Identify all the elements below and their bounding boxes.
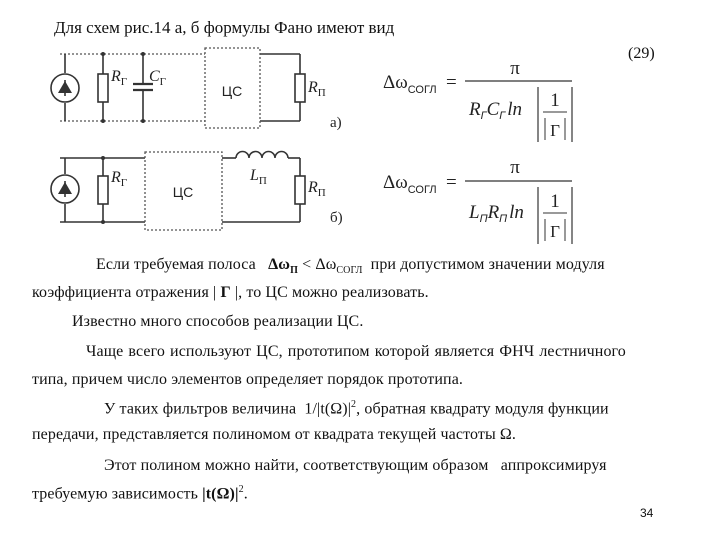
label-rp: $R_П$ xyxy=(308,79,326,99)
resistor-icon xyxy=(98,74,108,102)
formula-b-gamma: Г xyxy=(550,222,560,241)
formula-a xyxy=(383,58,572,142)
circuit-b xyxy=(51,152,343,231)
paragraph-5-line-1: Этот полином можно найти, соответствующим образом аппроксимируя xyxy=(104,457,607,474)
resistor-icon xyxy=(295,74,305,102)
formula-a-lhs: $\Delta\omega_{СОГЛ}$ xyxy=(383,72,437,96)
paragraph-4-line-2: передачи, представляется полиномом от квадрата текущей частоты Ω. xyxy=(32,426,516,443)
formula-a-gamma: Г xyxy=(550,121,560,140)
formula-b-one: 1 xyxy=(550,191,560,212)
paragraph-1-line-2: коэффициента отражения | Г |, то ЦС можно реализовать. xyxy=(32,284,429,301)
label-rg: $R_Г$ xyxy=(111,169,128,189)
formula-a-numerator: π xyxy=(510,58,520,79)
heading: Для схем рис.14 а, б формулы Фано имеют вид xyxy=(54,18,395,37)
paragraph-4-line-1: У таких фильтров величина $1/|t(\Omega)|^2$, обратная квадрату модуля функции xyxy=(104,399,609,418)
label-cg: $C_Г$ xyxy=(149,68,167,88)
formula-a-denominator: $R_ГC_Г$ ln xyxy=(469,99,523,122)
label-rp: $R_П$ xyxy=(308,179,326,199)
page-number: 34 xyxy=(640,506,654,520)
label-rg: $R_Г$ xyxy=(111,68,128,88)
caption-a: а) xyxy=(330,115,342,131)
block-label: ЦС xyxy=(172,184,194,200)
formula-b xyxy=(383,157,572,244)
caption-b: б) xyxy=(330,210,343,226)
resistor-icon xyxy=(295,176,305,204)
paragraph-3-line-2: типа, причем число элементов определяет порядок прототипа. xyxy=(32,371,464,388)
paragraph-5-line-2: требуемую зависимость $|t(\Omega)|^2$. xyxy=(32,484,248,503)
formula-b-lhs: $\Delta\omega_{СОГЛ}$ xyxy=(383,172,437,196)
paragraph-3-line-1: Чаще всего используют ЦС, прототипом которой является ФНЧ лестничного xyxy=(86,343,626,360)
label-lp: $L_П$ xyxy=(250,167,267,187)
formula-b-eq: = xyxy=(446,172,457,193)
formula-b-denominator: $L_ПR_П$ ln xyxy=(469,202,524,225)
inductor-icon xyxy=(236,152,288,159)
formula-a-one: 1 xyxy=(550,90,560,111)
circuit-a xyxy=(51,48,342,131)
formula-a-eq: = xyxy=(446,72,457,93)
formula-b-numerator: π xyxy=(510,157,520,178)
paragraph-2: Известно много способов реализации ЦС. xyxy=(72,313,364,330)
block-label: ЦС xyxy=(221,83,243,99)
equation-number: (29) xyxy=(628,45,655,62)
paragraph-1-line-1: Если требуемая полоса $\Delta\omega_П < \Delta\omega_{СОГЛ}$ при допустимом значении модуля xyxy=(96,256,605,277)
resistor-icon xyxy=(98,176,108,204)
